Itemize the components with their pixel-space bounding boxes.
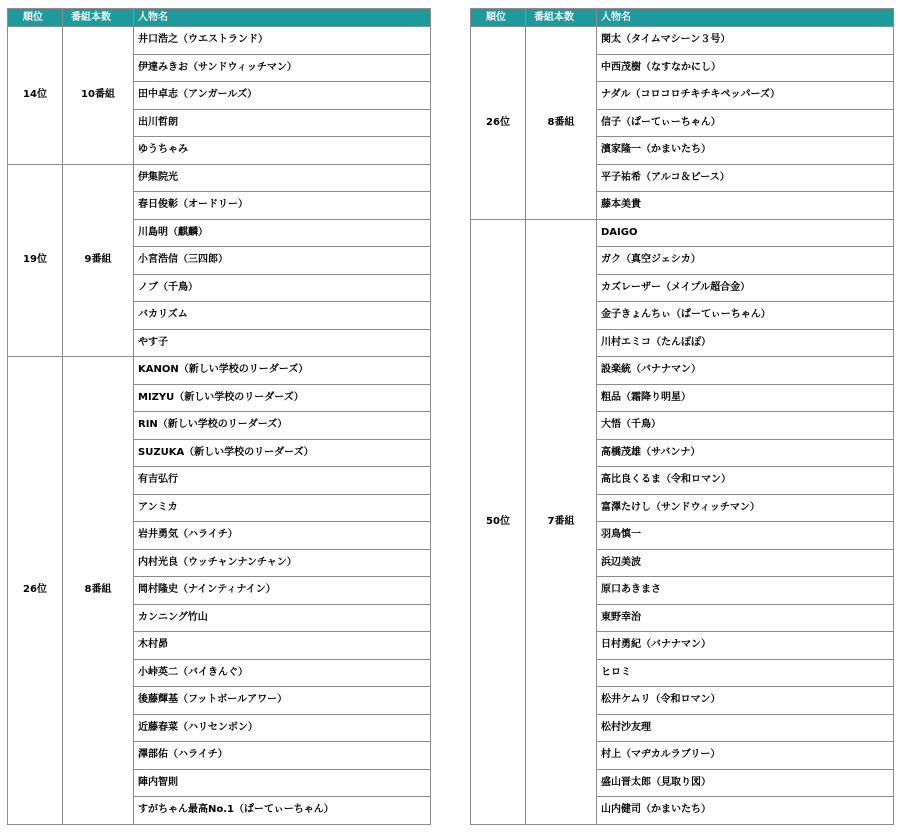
- person-name-cell: 東野幸治: [597, 604, 894, 632]
- person-name-cell: 高比良くるま（令和ロマン）: [597, 467, 894, 495]
- person-name-cell: DAIGO: [597, 219, 894, 247]
- person-name-cell: 松井ケムリ（令和ロマン）: [597, 687, 894, 715]
- header-row: [8, 9, 431, 27]
- person-name-cell: 澤部佑（ハライチ）: [134, 742, 431, 770]
- person-name-cell: 藤本美貴: [597, 192, 894, 220]
- person-name-cell: 小宮浩信（三四郎）: [134, 247, 431, 275]
- person-name-cell: KANON（新しい学校のリーダーズ）: [134, 357, 431, 385]
- person-name-cell: 岡村隆史（ナインティナイン）: [134, 577, 431, 605]
- person-name-cell: 木村昴: [134, 632, 431, 660]
- person-name-cell: SUZUKA（新しい学校のリーダーズ）: [134, 439, 431, 467]
- person-name-cell: RIN（新しい学校のリーダーズ）: [134, 412, 431, 440]
- program-count-cell: 7番組: [526, 219, 597, 824]
- person-name-cell: 平子祐希（アルコ＆ピース）: [597, 164, 894, 192]
- person-name-cell: 川村エミコ（たんぽぽ）: [597, 329, 894, 357]
- table-row: [8, 357, 431, 385]
- person-name-cell: 信子（ぱーてぃーちゃん）: [597, 109, 894, 137]
- header-rank: 順位: [8, 9, 63, 27]
- person-name-cell: 春日俊彰（オードリー）: [134, 192, 431, 220]
- person-name-cell: 山内健司（かまいたち）: [597, 797, 894, 825]
- table-row: [471, 27, 894, 55]
- person-name-cell: 田中卓志（アンガールズ）: [134, 82, 431, 110]
- person-name-cell: 伊集院光: [134, 164, 431, 192]
- ranking-table-left: [7, 8, 431, 825]
- person-name-cell: MIZYU（新しい学校のリーダーズ）: [134, 384, 431, 412]
- header-name: 人物名: [134, 9, 431, 27]
- table-row: [8, 27, 431, 55]
- person-name-cell: カンニング竹山: [134, 604, 431, 632]
- person-name-cell: 陣内智則: [134, 769, 431, 797]
- person-name-cell: ヒロミ: [597, 659, 894, 687]
- rank-cell: 14位: [8, 27, 63, 165]
- program-count-cell: 9番組: [63, 164, 134, 357]
- person-name-cell: 日村勇紀（バナナマン）: [597, 632, 894, 660]
- person-name-cell: すがちゃん最高No.1（ぱーてぃーちゃん）: [134, 797, 431, 825]
- table-row: [471, 219, 894, 247]
- program-count-cell: 10番組: [63, 27, 134, 165]
- person-name-cell: 富澤たけし（サンドウィッチマン）: [597, 494, 894, 522]
- person-name-cell: 浜辺美波: [597, 549, 894, 577]
- person-name-cell: 村上（マヂカルラブリー）: [597, 742, 894, 770]
- person-name-cell: 後藤輝基（フットボールアワー）: [134, 687, 431, 715]
- header-count: 番組本数: [526, 9, 597, 27]
- person-name-cell: 粗品（霜降り明星）: [597, 384, 894, 412]
- person-name-cell: 関太（タイムマシーン３号）: [597, 27, 894, 55]
- header-rank: 順位: [471, 9, 526, 27]
- person-name-cell: ノブ（千鳥）: [134, 274, 431, 302]
- person-name-cell: 原口あきまさ: [597, 577, 894, 605]
- person-name-cell: やす子: [134, 329, 431, 357]
- person-name-cell: ゆうちゃみ: [134, 137, 431, 165]
- person-name-cell: 高橋茂雄（サバンナ）: [597, 439, 894, 467]
- person-name-cell: 羽鳥慎一: [597, 522, 894, 550]
- person-name-cell: 濱家隆一（かまいたち）: [597, 137, 894, 165]
- person-name-cell: アンミカ: [134, 494, 431, 522]
- person-name-cell: 小峠英二（バイきんぐ）: [134, 659, 431, 687]
- person-name-cell: 出川哲朗: [134, 109, 431, 137]
- header-count: 番組本数: [63, 9, 134, 27]
- program-count-cell: 8番組: [63, 357, 134, 825]
- person-name-cell: 井口浩之（ウエストランド）: [134, 27, 431, 55]
- person-name-cell: 大悟（千鳥）: [597, 412, 894, 440]
- person-name-cell: 設楽統（バナナマン）: [597, 357, 894, 385]
- rank-cell: 26位: [8, 357, 63, 825]
- rank-cell: 26位: [471, 27, 526, 220]
- person-name-cell: 岩井勇気（ハライチ）: [134, 522, 431, 550]
- person-name-cell: 川島明（麒麟）: [134, 219, 431, 247]
- table-row: [8, 164, 431, 192]
- person-name-cell: 伊達みきお（サンドウィッチマン）: [134, 54, 431, 82]
- person-name-cell: 金子きょんちぃ（ぱーてぃーちゃん）: [597, 302, 894, 330]
- ranking-table-right: [470, 8, 894, 825]
- rank-cell: 19位: [8, 164, 63, 357]
- header-row: [471, 9, 894, 27]
- person-name-cell: 有吉弘行: [134, 467, 431, 495]
- person-name-cell: 松村沙友理: [597, 714, 894, 742]
- person-name-cell: カズレーザー（メイプル超合金）: [597, 274, 894, 302]
- rank-cell: 50位: [471, 219, 526, 824]
- person-name-cell: 中西茂樹（なすなかにし）: [597, 54, 894, 82]
- person-name-cell: 近藤春菜（ハリセンボン）: [134, 714, 431, 742]
- person-name-cell: ナダル（コロコロチキチキペッパーズ）: [597, 82, 894, 110]
- person-name-cell: 盛山晋太郎（見取り図）: [597, 769, 894, 797]
- person-name-cell: 内村光良（ウッチャンナンチャン）: [134, 549, 431, 577]
- person-name-cell: バカリズム: [134, 302, 431, 330]
- person-name-cell: ガク（真空ジェシカ）: [597, 247, 894, 275]
- program-count-cell: 8番組: [526, 27, 597, 220]
- header-name: 人物名: [597, 9, 894, 27]
